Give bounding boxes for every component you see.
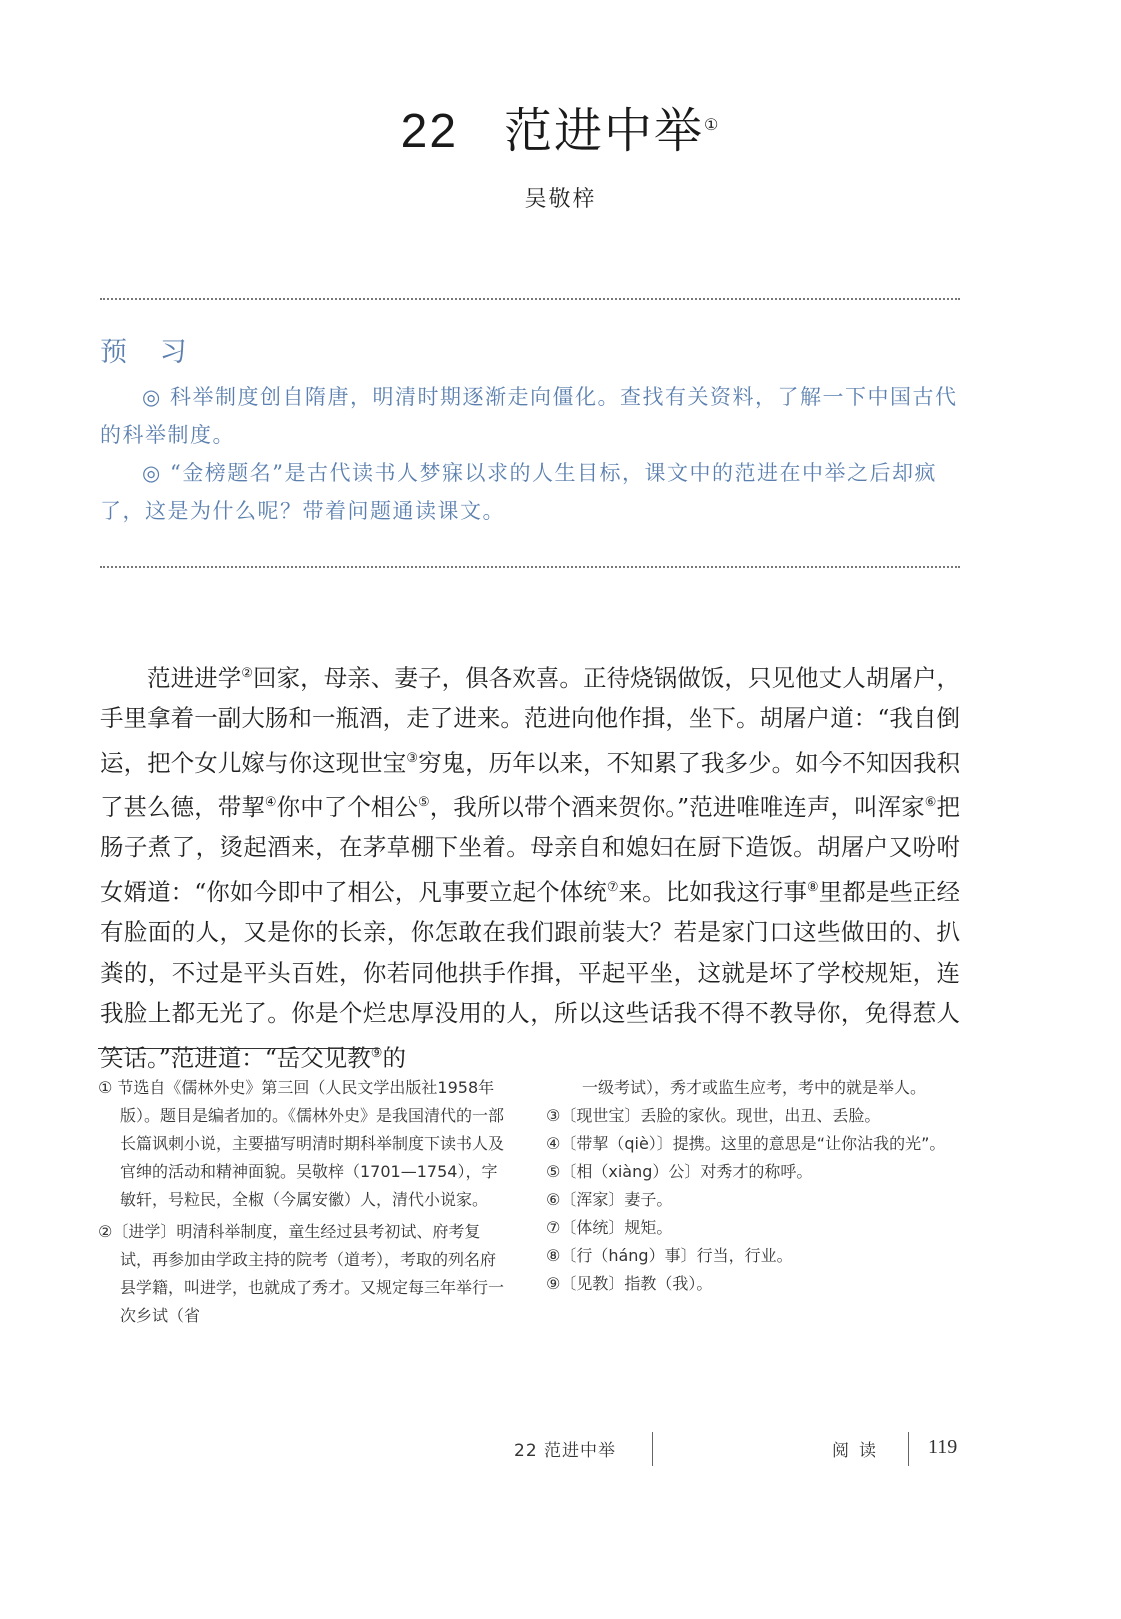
lesson-title-text: 范进中举 xyxy=(504,103,705,159)
footnote-2: ②〔进学〕明清科举制度，童生经过县考初试、府考复试，再参加由学政主持的院考（道考），考取的列名府县学籍，叫进学，也就成了秀才。又规定每三年举行一次乡试（省 xyxy=(98,1222,505,1325)
lesson-number: 22 xyxy=(400,105,459,158)
footer-separator xyxy=(908,1432,909,1466)
footnote-6: ⑥〔浑家〕妻子。 xyxy=(546,1190,673,1209)
note-mark: ② xyxy=(241,666,254,681)
footer-separator xyxy=(652,1432,653,1466)
preview-heading: 预 习 xyxy=(100,337,199,368)
footnote-8: ⑧〔行（háng）事〕行当，行业。 xyxy=(546,1246,793,1265)
author: 吴敬梓 xyxy=(524,187,597,212)
top-dotted-divider xyxy=(100,298,960,300)
footnote-2-continued: 一级考试），秀才或监生应考，考中的就是举人。 xyxy=(582,1078,927,1097)
note-mark: ③ xyxy=(406,750,419,766)
note-mark: ⑨ xyxy=(370,1045,383,1061)
main-paragraph: 范进进学②回家，母亲、妻子，俱各欢喜。正待烧锅做饭，只见他丈人胡屠户，手里拿着一副大肠和一瓶酒，走了进来。范进向他作揖，坐下。胡屠户道：“我自倒运，把个女儿嫁与你这现世宝③穷鬼，历年以来，不知累了我多少。如今不知因我积了甚么德，带挈④你中了个相公⑤，我所以带个酒来贺你。”范进唯唯连声，叫浑家⑥把肠子煮了，烫起酒来，在茅草棚下坐着。母亲自和媳妇在厨下造饭。胡屠户又吩咐女婿道：“你如今即中了相公，凡事要立起个体统⑦来。比如我这行事⑧里都是些正经有脸面的人，又是你的长亲，你怎敢在我们跟前装大？若是家门口这些做田的、扒粪的，不过是平头百姓，你若同他拱手作揖，平起平坐，这就是坏了学校规矩，连我脸上都无光了。你是个烂忠厚没用的人，所以这些话我不得不教导你，免得惹人笑话。”范进道：“岳父见教⑨的 xyxy=(100,663,961,1072)
footnote-4: ④〔带挈（qiè）〕提携。这里的意思是“让你沾我的光”。 xyxy=(546,1134,946,1153)
footnotes-right-column xyxy=(546,1074,958,1298)
footnote-7: ⑦〔体统〕规矩。 xyxy=(546,1218,673,1237)
page-number: 119 xyxy=(928,1436,958,1458)
footer-section-label: 阅读 xyxy=(832,1441,886,1461)
footnote-3: ③〔现世宝〕丢脸的家伙。现世，出丑、丢脸。 xyxy=(546,1106,881,1125)
lesson-title xyxy=(0,92,1121,161)
main-text xyxy=(100,654,960,1078)
preview-item-1: ◎ 科举制度创自隋唐，明清时期逐渐走向僵化。查找有关资料，了解一下中国古代的科举制度。 xyxy=(100,385,958,447)
footer-lesson-title: 22 范进中举 xyxy=(514,1441,617,1461)
footnote-5: ⑤〔相（xiàng）公〕对秀才的称呼。 xyxy=(546,1162,813,1181)
preview-item-2: ◎ “金榜题名”是古代读书人梦寐以求的人生目标，课文中的范进在中举之后却疯了，这是为什么呢？带着问题通读课文。 xyxy=(100,461,937,523)
footnotes-left-column xyxy=(98,1074,508,1330)
footnote-rule xyxy=(98,1048,380,1049)
title-note-mark: ① xyxy=(704,115,721,134)
note-mark: ⑧ xyxy=(807,879,819,895)
note-mark: ⑦ xyxy=(606,879,619,895)
bottom-dotted-divider xyxy=(100,566,960,568)
note-mark: ⑥ xyxy=(924,795,937,811)
footnote-1: ① 节选自《儒林外史》第三回（人民文学出版社1958年版）。题目是编者加的。《儒林外史》是我国清代的一部长篇讽刺小说，主要描写明清时期科举制度下读书人及官绅的活动和精神面貌。吴敬梓（1701—1754），字敏轩，号粒民，全椒（今属安徽）人，清代小说家。 xyxy=(98,1078,505,1209)
note-mark: ④ xyxy=(264,795,277,811)
note-mark: ⑤ xyxy=(418,795,430,811)
footnote-9: ⑨〔见教〕指教（我）。 xyxy=(546,1274,713,1293)
